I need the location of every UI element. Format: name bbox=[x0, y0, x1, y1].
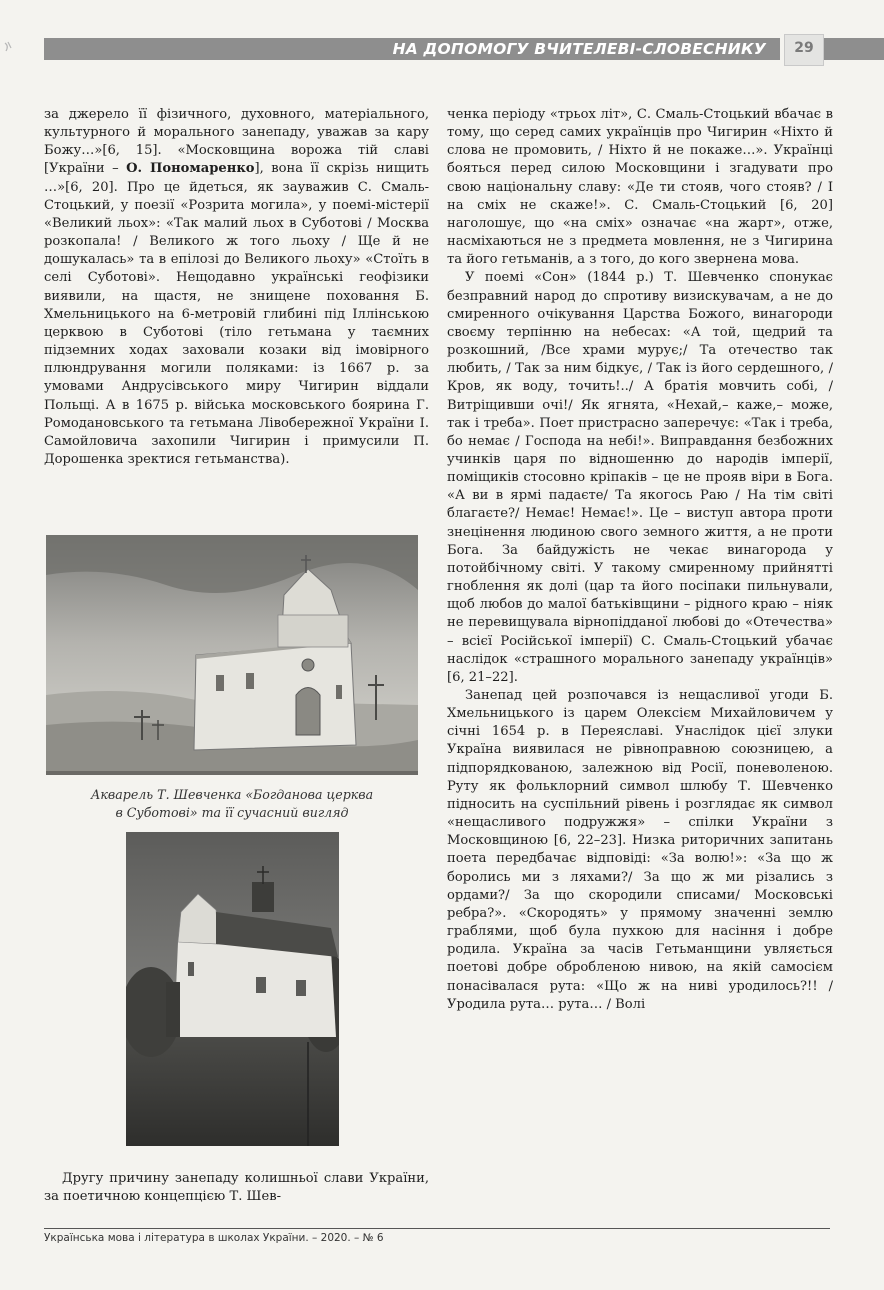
left-column bbox=[44, 106, 429, 469]
ink-mark-icon bbox=[2, 40, 16, 54]
page-number-box bbox=[784, 34, 824, 66]
left-paragraph-1 bbox=[44, 106, 429, 469]
caption-line-1: Акварель Т. Шевченка «Богданова церква bbox=[90, 787, 374, 802]
modern-church-photo bbox=[126, 832, 339, 1146]
page-number: 29 bbox=[794, 40, 814, 56]
right-paragraph-2: У поемі «Сон» (1844 р.) Т. Шевченко спонукає безправний народ до спротиву визискувачам, а не до смиренного очікування Царства Божого, винагороди своєму терпінню на небесах: «А той, щедрий та розкошний, /Все храми мурує;/ Та отечество так любить, / Так за ним бідкує, / Так із його сердешного, /Кров, як воду, точить!../ А братія мовчить собі, /Витріщивши очі!/ Як ягнята, «Нехай,– каже,– може, так і треба». Поет пристрасно заперечує: «Так і треба, бо немає / Господа на небі!». Виправдання безбожних учинків царя по відношенню до народів імперії, поміщиків стосовно кріпаків – це не прояв віри в Бога. «А ви в ярмі падаєте/ Та якогось Раю / На тім світі благаєте?/ Немає! Немає!». Це – виступ автора проти знецінення людиною свого земного життя, а не проти Бога. За байдужість не чекає винагорода у потойбічному світі. У такому смиренному прийнятті гноблення як долі (цар та його посіпаки пильнували, щоб любов до малої батьківщини – рідного краю – ніяк не перевищувала вірнопідданої любові до «Отечества» – всієї Російської імперії) С. Смаль-Стоцький убачає наслідок «страшного морального занепаду українців» [6, 21–22]. bbox=[447, 270, 833, 685]
footer-rule bbox=[44, 1228, 830, 1229]
figure-caption bbox=[46, 786, 418, 822]
section-header-bar bbox=[44, 38, 780, 60]
author-note: О. Пономаренко bbox=[126, 161, 255, 177]
left-paragraph-1-part-a: за джерело її фізичного, духовного, матеріального, культурного й морального занепаду, уважав за кару Божу…»[6, 15]. «Московщина ворожа тій славі [України – bbox=[44, 107, 429, 177]
left-bottom-paragraph bbox=[44, 1157, 429, 1220]
watercolor-church-image bbox=[46, 535, 418, 775]
left-paragraph-2: Другу причину занепаду колишньої слави України, за поетичною концепцією Т. Шев- bbox=[44, 1171, 429, 1205]
left-paragraph-1-part-b: ], вона її скрізь нищить …»[6, 20]. Про це йдеться, як зауважив С. Смаль-Стоцький, у поезії «Розрита могила», у поемі-містерії «Великий льох»: «Так малий льох в Суботові / Москва розкопала! / Великого ж того льоху / Ще й не дошукалась» та в епілозі до Великого льоху» «Стоїть в селі Суботові». Нещодавно українські геофізики виявили, на щастя, не знищене поховання Б. Хмельницького на 6-метровій глибині під Іллінською церквою в Суботові (тіло гетьмана у таємних підземних ходах заховали козаки від імовірного плюндрування могили поляками: із 1667 р. за умовами Андрусівського миру Чигирин віддали Польщі. А в 1675 р. війська московського боярина Г. Ромодановського та гетьмана Лівобережної України І. Самойловича захопили Чигирин і примусили П. Дорошенка зректися гетьманства). bbox=[44, 161, 429, 467]
caption-line-2: в Суботові» та її сучасний вигляд bbox=[115, 805, 349, 820]
right-column bbox=[447, 106, 833, 1014]
right-paragraph-1: ченка періоду «трьох літ», С. Смаль-Стоцький вбачає в тому, що серед самих українців про Чигирин «Ніхто й слова не промовить, / Ніхто й не покаже…». Українці бояться перед силою Московщини і згадувати про свою національну славу: «Де ти стояв, чого стояв? / І на сміх не скаже!». С. Смаль-Стоцький [6, 20] наголошує, що «на сміх» означає «на жарт», отже, насміхаються не з предмета мовлення, не з Чигирина та його гетьманів, а з того, до кого звернена мова. bbox=[447, 107, 833, 268]
right-paragraph-3: Занепад цей розпочався із нещасливої угоди Б. Хмельницького із царем Олексієм Михайловичем у січні 1654 р. в Переяславі. Унаслідок цієї злуки Україна виявилася не рівноправною союзницею, а підпорядкованою, залежною від Росії, поневоленою. Руту як фольклорний символ шлюбу Т. Шевченко підносить на суспільний рівень і розглядає як символ «нещасливого подружжя» – спілки України з Московщиною [6, 22–23]. Низка риторичних запитань поета передбачає відповіді: «За волю!»: «За що ж боролись ми з ляхами?/ За що ж ми різались з ордами?/ За що скородили списами/ Московські ребра?». «Скородять» у прямому значенні землю граблями, щоб була пухкою для насіння і добре родила. Україна за часів Гетьманщини увляється поетові добре обробленою нивою, на якій самосієм понасівалася рута: «Що ж на ниві уродилось?!! / Уродила рута… рута… / Волі bbox=[447, 688, 833, 1012]
section-title: НА ДОПОМОГУ ВЧИТЕЛЕВІ-СЛОВЕСНИКУ bbox=[392, 40, 766, 58]
footer-journal-info: Українська мова і література в школах України. – 2020. – № 6 bbox=[44, 1232, 384, 1244]
header-bar-tail bbox=[824, 38, 884, 60]
